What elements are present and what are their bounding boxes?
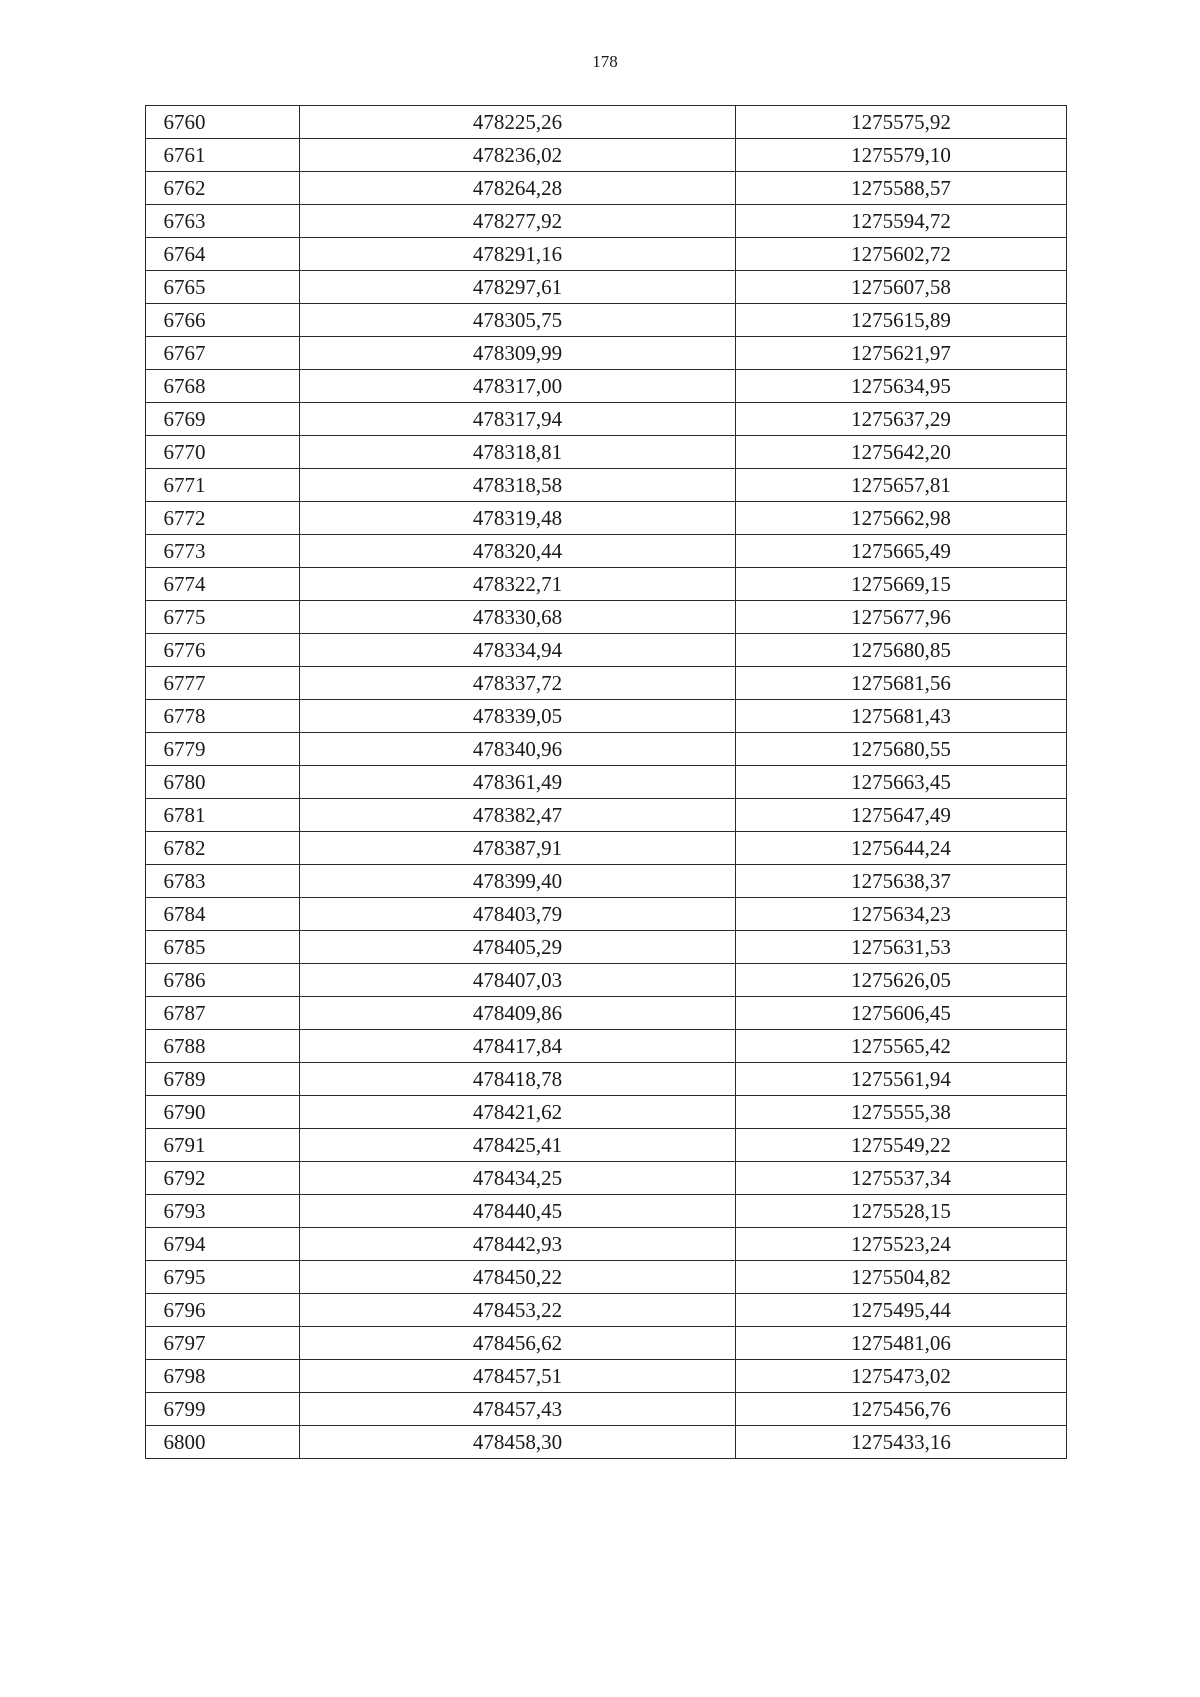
table-row <box>146 370 1067 403</box>
table-row <box>146 271 1067 304</box>
point-number-cell: 6764 <box>146 238 300 271</box>
point-number-cell: 6779 <box>146 733 300 766</box>
y-coordinate-cell: 1275549,22 <box>736 1129 1067 1162</box>
x-coordinate-cell: 478277,92 <box>300 205 736 238</box>
table-row <box>146 1228 1067 1261</box>
y-coordinate-cell: 1275677,96 <box>736 601 1067 634</box>
y-coordinate-cell: 1275680,85 <box>736 634 1067 667</box>
y-coordinate-cell: 1275594,72 <box>736 205 1067 238</box>
y-coordinate-cell: 1275669,15 <box>736 568 1067 601</box>
point-number-cell: 6776 <box>146 634 300 667</box>
y-coordinate-cell: 1275607,58 <box>736 271 1067 304</box>
x-coordinate-cell: 478297,61 <box>300 271 736 304</box>
point-number-cell: 6797 <box>146 1327 300 1360</box>
x-coordinate-cell: 478409,86 <box>300 997 736 1030</box>
table-row <box>146 1195 1067 1228</box>
table-row <box>146 832 1067 865</box>
x-coordinate-cell: 478453,22 <box>300 1294 736 1327</box>
table-row <box>146 502 1067 535</box>
point-number-cell: 6780 <box>146 766 300 799</box>
x-coordinate-cell: 478417,84 <box>300 1030 736 1063</box>
table-row <box>146 898 1067 931</box>
y-coordinate-cell: 1275473,02 <box>736 1360 1067 1393</box>
table-row <box>146 997 1067 1030</box>
table-row <box>146 799 1067 832</box>
table-row <box>146 1096 1067 1129</box>
page-number: 178 <box>592 52 618 71</box>
point-number-cell: 6791 <box>146 1129 300 1162</box>
x-coordinate-cell: 478421,62 <box>300 1096 736 1129</box>
point-number-cell: 6795 <box>146 1261 300 1294</box>
x-coordinate-cell: 478458,30 <box>300 1426 736 1459</box>
x-coordinate-cell: 478330,68 <box>300 601 736 634</box>
x-coordinate-cell: 478225,26 <box>300 106 736 139</box>
x-coordinate-cell: 478236,02 <box>300 139 736 172</box>
x-coordinate-cell: 478457,43 <box>300 1393 736 1426</box>
y-coordinate-cell: 1275638,37 <box>736 865 1067 898</box>
y-coordinate-cell: 1275588,57 <box>736 172 1067 205</box>
x-coordinate-cell: 478450,22 <box>300 1261 736 1294</box>
table-row <box>146 1294 1067 1327</box>
point-number-cell: 6775 <box>146 601 300 634</box>
point-number-cell: 6784 <box>146 898 300 931</box>
table-row <box>146 1162 1067 1195</box>
y-coordinate-cell: 1275681,43 <box>736 700 1067 733</box>
x-coordinate-cell: 478320,44 <box>300 535 736 568</box>
table-row <box>146 601 1067 634</box>
table-row <box>146 1327 1067 1360</box>
y-coordinate-cell: 1275631,53 <box>736 931 1067 964</box>
x-coordinate-cell: 478264,28 <box>300 172 736 205</box>
x-coordinate-cell: 478387,91 <box>300 832 736 865</box>
point-number-cell: 6762 <box>146 172 300 205</box>
x-coordinate-cell: 478337,72 <box>300 667 736 700</box>
y-coordinate-cell: 1275495,44 <box>736 1294 1067 1327</box>
point-number-cell: 6786 <box>146 964 300 997</box>
coordinates-table-body <box>146 106 1067 1459</box>
y-coordinate-cell: 1275606,45 <box>736 997 1067 1030</box>
x-coordinate-cell: 478322,71 <box>300 568 736 601</box>
point-number-cell: 6767 <box>146 337 300 370</box>
table-row <box>146 205 1067 238</box>
y-coordinate-cell: 1275456,76 <box>736 1393 1067 1426</box>
x-coordinate-cell: 478403,79 <box>300 898 736 931</box>
table-row <box>146 535 1067 568</box>
point-number-cell: 6789 <box>146 1063 300 1096</box>
x-coordinate-cell: 478425,41 <box>300 1129 736 1162</box>
point-number-cell: 6785 <box>146 931 300 964</box>
x-coordinate-cell: 478382,47 <box>300 799 736 832</box>
table-row <box>146 1261 1067 1294</box>
table-row <box>146 1063 1067 1096</box>
table-row <box>146 337 1067 370</box>
point-number-cell: 6773 <box>146 535 300 568</box>
y-coordinate-cell: 1275615,89 <box>736 304 1067 337</box>
point-number-cell: 6796 <box>146 1294 300 1327</box>
x-coordinate-cell: 478317,00 <box>300 370 736 403</box>
x-coordinate-cell: 478405,29 <box>300 931 736 964</box>
point-number-cell: 6771 <box>146 469 300 502</box>
y-coordinate-cell: 1275561,94 <box>736 1063 1067 1096</box>
y-coordinate-cell: 1275579,10 <box>736 139 1067 172</box>
y-coordinate-cell: 1275634,95 <box>736 370 1067 403</box>
x-coordinate-cell: 478291,16 <box>300 238 736 271</box>
y-coordinate-cell: 1275642,20 <box>736 436 1067 469</box>
x-coordinate-cell: 478334,94 <box>300 634 736 667</box>
y-coordinate-cell: 1275481,06 <box>736 1327 1067 1360</box>
point-number-cell: 6774 <box>146 568 300 601</box>
y-coordinate-cell: 1275626,05 <box>736 964 1067 997</box>
x-coordinate-cell: 478339,05 <box>300 700 736 733</box>
y-coordinate-cell: 1275528,15 <box>736 1195 1067 1228</box>
x-coordinate-cell: 478457,51 <box>300 1360 736 1393</box>
point-number-cell: 6765 <box>146 271 300 304</box>
point-number-cell: 6794 <box>146 1228 300 1261</box>
x-coordinate-cell: 478434,25 <box>300 1162 736 1195</box>
x-coordinate-cell: 478456,62 <box>300 1327 736 1360</box>
point-number-cell: 6792 <box>146 1162 300 1195</box>
y-coordinate-cell: 1275555,38 <box>736 1096 1067 1129</box>
y-coordinate-cell: 1275621,97 <box>736 337 1067 370</box>
table-row <box>146 1393 1067 1426</box>
table-row <box>146 1129 1067 1162</box>
point-number-cell: 6769 <box>146 403 300 436</box>
x-coordinate-cell: 478418,78 <box>300 1063 736 1096</box>
point-number-cell: 6768 <box>146 370 300 403</box>
x-coordinate-cell: 478305,75 <box>300 304 736 337</box>
y-coordinate-cell: 1275433,16 <box>736 1426 1067 1459</box>
y-coordinate-cell: 1275657,81 <box>736 469 1067 502</box>
point-number-cell: 6772 <box>146 502 300 535</box>
point-number-cell: 6781 <box>146 799 300 832</box>
point-number-cell: 6761 <box>146 139 300 172</box>
y-coordinate-cell: 1275537,34 <box>736 1162 1067 1195</box>
point-number-cell: 6766 <box>146 304 300 337</box>
y-coordinate-cell: 1275602,72 <box>736 238 1067 271</box>
table-row <box>146 964 1067 997</box>
y-coordinate-cell: 1275663,45 <box>736 766 1067 799</box>
table-row <box>146 172 1067 205</box>
table-row <box>146 304 1067 337</box>
x-coordinate-cell: 478407,03 <box>300 964 736 997</box>
x-coordinate-cell: 478309,99 <box>300 337 736 370</box>
table-row <box>146 568 1067 601</box>
x-coordinate-cell: 478318,58 <box>300 469 736 502</box>
y-coordinate-cell: 1275681,56 <box>736 667 1067 700</box>
table-row <box>146 931 1067 964</box>
table-row <box>146 436 1067 469</box>
y-coordinate-cell: 1275647,49 <box>736 799 1067 832</box>
x-coordinate-cell: 478319,48 <box>300 502 736 535</box>
x-coordinate-cell: 478340,96 <box>300 733 736 766</box>
table-row <box>146 403 1067 436</box>
y-coordinate-cell: 1275637,29 <box>736 403 1067 436</box>
point-number-cell: 6790 <box>146 1096 300 1129</box>
y-coordinate-cell: 1275680,55 <box>736 733 1067 766</box>
x-coordinate-cell: 478440,45 <box>300 1195 736 1228</box>
table-row <box>146 1030 1067 1063</box>
x-coordinate-cell: 478442,93 <box>300 1228 736 1261</box>
point-number-cell: 6782 <box>146 832 300 865</box>
x-coordinate-cell: 478399,40 <box>300 865 736 898</box>
point-number-cell: 6783 <box>146 865 300 898</box>
point-number-cell: 6777 <box>146 667 300 700</box>
table-row <box>146 667 1067 700</box>
table-row <box>146 1426 1067 1459</box>
point-number-cell: 6800 <box>146 1426 300 1459</box>
y-coordinate-cell: 1275565,42 <box>736 1030 1067 1063</box>
x-coordinate-cell: 478318,81 <box>300 436 736 469</box>
point-number-cell: 6770 <box>146 436 300 469</box>
point-number-cell: 6760 <box>146 106 300 139</box>
coordinates-table <box>145 105 1067 1459</box>
table-row <box>146 1360 1067 1393</box>
table-row <box>146 469 1067 502</box>
y-coordinate-cell: 1275523,24 <box>736 1228 1067 1261</box>
table-row <box>146 106 1067 139</box>
point-number-cell: 6778 <box>146 700 300 733</box>
table-row <box>146 700 1067 733</box>
table-row <box>146 634 1067 667</box>
x-coordinate-cell: 478317,94 <box>300 403 736 436</box>
point-number-cell: 6793 <box>146 1195 300 1228</box>
y-coordinate-cell: 1275634,23 <box>736 898 1067 931</box>
point-number-cell: 6787 <box>146 997 300 1030</box>
table-row <box>146 139 1067 172</box>
point-number-cell: 6763 <box>146 205 300 238</box>
table-row <box>146 733 1067 766</box>
y-coordinate-cell: 1275504,82 <box>736 1261 1067 1294</box>
y-coordinate-cell: 1275644,24 <box>736 832 1067 865</box>
table-row <box>146 865 1067 898</box>
x-coordinate-cell: 478361,49 <box>300 766 736 799</box>
point-number-cell: 6788 <box>146 1030 300 1063</box>
table-row <box>146 766 1067 799</box>
y-coordinate-cell: 1275662,98 <box>736 502 1067 535</box>
point-number-cell: 6799 <box>146 1393 300 1426</box>
point-number-cell: 6798 <box>146 1360 300 1393</box>
table-row <box>146 238 1067 271</box>
y-coordinate-cell: 1275665,49 <box>736 535 1067 568</box>
y-coordinate-cell: 1275575,92 <box>736 106 1067 139</box>
